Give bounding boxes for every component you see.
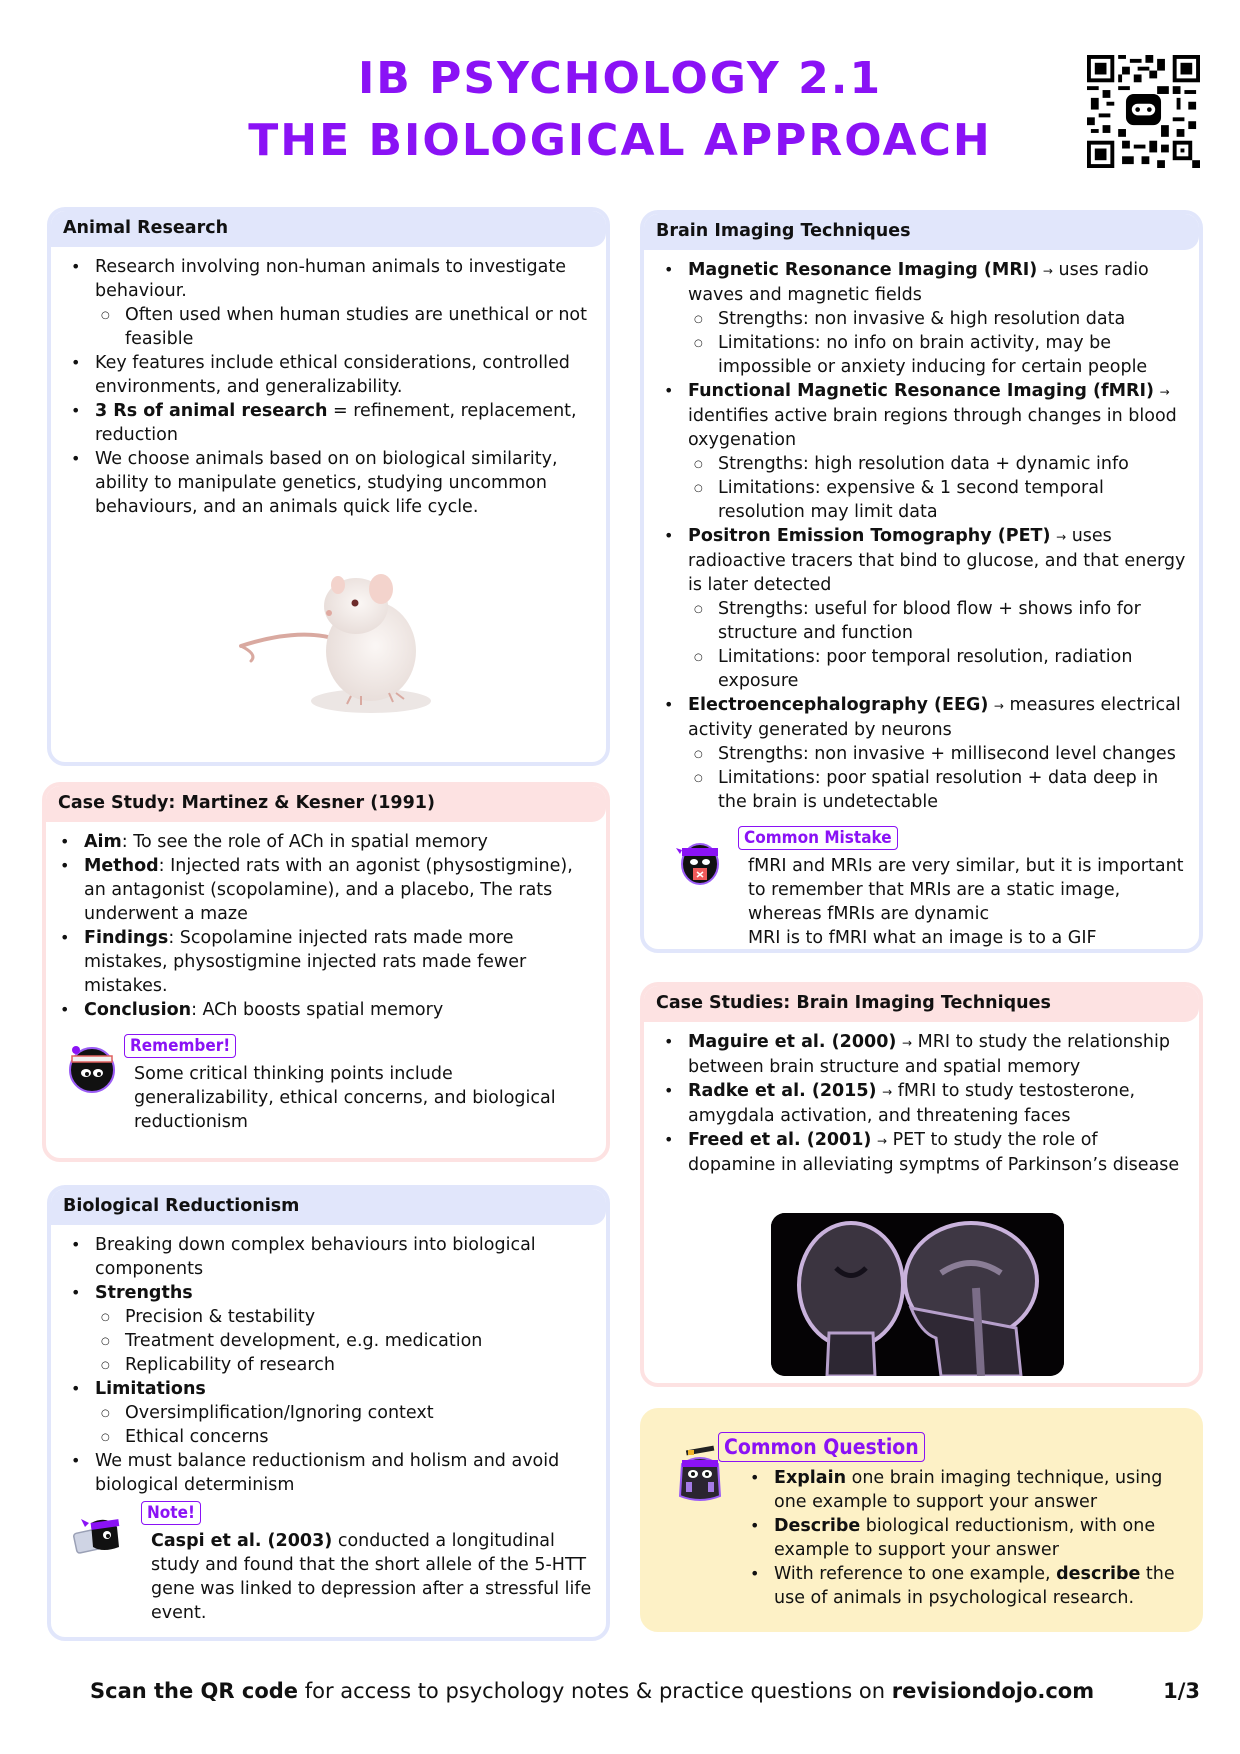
martinez-kesner-heading: Case Study: Martinez & Kesner (1991)	[46, 786, 606, 822]
remember-callout	[54, 1034, 594, 1134]
remember-text: Some critical thinking points include generalizability, ethical concerns, and biological reductionism	[134, 1064, 556, 1132]
list-item: • Freed et al. (2001) → PET to study the role of dopamine in alleviating symptms of Parkinson’s disease	[658, 1128, 1187, 1177]
list-item: ○ Precision & testability	[95, 1305, 594, 1329]
list-item: • Research involving non-human animals to investigate behaviour. ○ Often used when human studies are unethical or not feasible	[65, 255, 594, 351]
list-item: • Radke et al. (2015) → fMRI to study testosterone, amygdala activation, and threatening faces	[658, 1079, 1187, 1128]
brain-imaging-card	[640, 210, 1203, 953]
list-item: • Electroencephalography (EEG) → measures electrical activity generated by neurons ○ Strengths: non invasive + millisecond level changes ○ Limitations: poor spatial resolution + data deep in the brain is undetectable	[658, 693, 1187, 814]
footer-text: Scan the QR code for access to psychology notes & practice questions on revisiondojo.com	[90, 1679, 1095, 1703]
list-item: • Method: Injected rats with an agonist (physostigmine), an antagonist (scopolamine), and a placebo, The rats underwent a maze	[54, 854, 594, 926]
list-item: • Functional Magnetic Resonance Imaging (fMRI) → identifies active brain regions through changes in blood oxygenation ○ Strengths: high resolution data + dynamic info ○ Limitations: expensive & 1 second temporal resolution may limit data	[658, 379, 1187, 524]
remember-label: Remember!	[124, 1034, 236, 1058]
list-item: • We choose animals based on on biological similarity, ability to manipulate genetics, studying uncommon behaviours, and an animals quick life cycle.	[65, 447, 594, 519]
footer	[90, 1676, 1200, 1706]
mri-brain-scans-image	[771, 1213, 1064, 1376]
case-studies-heading: Case Studies: Brain Imaging Techniques	[644, 986, 1199, 1022]
common-question-callout	[644, 1432, 1199, 1610]
list-item: ○ Strengths: high resolution data + dynamic info	[688, 452, 1187, 476]
graduate-ninja-mascot-icon	[672, 1444, 728, 1504]
list-item: • Magnetic Resonance Imaging (MRI) → uses radio waves and magnetic fields ○ Strengths: non invasive & high resolution data ○ Limitations: no info on brain activity, may be impossible or anxiety inducing for certain people	[658, 258, 1187, 379]
list-item: • Findings: Scopolamine injected rats made more mistakes, physostigmine injected rats made fewer mistakes.	[54, 926, 594, 998]
biological-reductionism-card	[47, 1185, 610, 1641]
common-question-label: Common Question	[718, 1432, 925, 1462]
white-rat-image	[221, 551, 471, 721]
list-item: • We must balance reductionism and holism and avoid biological determinism	[65, 1449, 594, 1497]
ninja-mascot-icon	[64, 1040, 120, 1096]
list-item: • Breaking down complex behaviours into biological components	[65, 1233, 594, 1281]
list-item: • Maguire et al. (2000) → MRI to study the relationship between brain structure and spatial memory	[658, 1030, 1187, 1079]
case-studies-card	[640, 982, 1203, 1387]
brain-imaging-heading: Brain Imaging Techniques	[644, 214, 1199, 250]
biological-reductionism-heading: Biological Reductionism	[51, 1189, 606, 1225]
list-item: ○ Limitations: no info on brain activity, may be impossible or anxiety inducing for certain people	[688, 331, 1187, 379]
website-link[interactable]: revisiondojo.com	[891, 1679, 1095, 1703]
note-label: Note!	[141, 1501, 201, 1525]
list-item: • Explain one brain imaging technique, using one example to support your answer	[744, 1466, 1199, 1514]
list-item: • Aim: To see the role of ACh in spatial memory	[54, 830, 594, 854]
ninja-tablet-mascot-icon	[73, 1507, 129, 1563]
list-item: ○ Strengths: useful for blood flow + shows info for structure and function	[688, 597, 1187, 645]
page-number: 1/3	[1163, 1679, 1200, 1703]
martinez-kesner-card	[42, 782, 610, 1162]
list-item: ○ Strengths: non invasive & high resolution data	[688, 307, 1187, 331]
qr-code-icon[interactable]	[1087, 55, 1200, 168]
common-question-card	[640, 1408, 1203, 1632]
note-text: Caspi et al. (2003) conducted a longitudinal study and found that the short allele of the 5-HTT gene was linked to depression after a stressful life event.	[151, 1531, 592, 1623]
list-item: ○ Limitations: poor temporal resolution, radiation exposure	[688, 645, 1187, 693]
common-question-list	[744, 1466, 1199, 1610]
list-item: • 3 Rs of animal research = refinement, replacement, reduction	[65, 399, 594, 447]
common-mistake-callout	[658, 826, 1187, 950]
list-item: • Positron Emission Tomography (PET) → uses radioactive tracers that bind to glucose, and that energy is later detected ○ Strengths: useful for blood flow + shows info for structure and function ○ Limitations: poor temporal resolution, radiation exposure	[658, 524, 1187, 693]
list-item: ○ Strengths: non invasive + millisecond level changes	[688, 742, 1187, 766]
list-item: ○ Treatment development, e.g. medication	[95, 1329, 594, 1353]
title-line-2: THE BIOLOGICAL APPROACH	[248, 115, 992, 166]
list-item: ○ Limitations: poor spatial resolution + data deep in the brain is undetectable	[688, 766, 1187, 814]
list-item: ○ Replicability of research	[95, 1353, 594, 1377]
list-item: • Strengths ○ Precision & testability ○ Treatment development, e.g. medication ○ Replicability of research	[65, 1281, 594, 1377]
title-line-1: IB PSYCHOLOGY 2.1	[357, 53, 883, 104]
list-item: • With reference to one example, describe the use of animals in psychological research.	[744, 1562, 1199, 1610]
note-callout	[65, 1501, 594, 1625]
common-mistake-label: Common Mistake	[738, 826, 898, 850]
common-mistake-text: fMRI and MRIs are very similar, but it is important to remember that MRIs are a static image, whereas fMRIs are dynamic MRI is to fMRI what an image is to a GIF	[748, 856, 1184, 948]
list-item: • Conclusion: ACh boosts spatial memory	[54, 998, 594, 1022]
list-item: ○ Often used when human studies are unethical or not feasible	[95, 303, 594, 351]
page-title	[0, 48, 1240, 172]
ninja-mistake-mascot-icon	[672, 834, 728, 890]
list-item: ○ Oversimplification/Ignoring context	[95, 1401, 594, 1425]
list-item: • Limitations ○ Oversimplification/Ignoring context ○ Ethical concerns	[65, 1377, 594, 1449]
list-item: ○ Limitations: expensive & 1 second temporal resolution may limit data	[688, 476, 1187, 524]
animal-research-card	[47, 207, 610, 766]
animal-research-heading: Animal Research	[51, 211, 606, 247]
list-item: • Key features include ethical considerations, controlled environments, and generalizability.	[65, 351, 594, 399]
list-item: • Describe biological reductionism, with one example to support your answer	[744, 1514, 1199, 1562]
list-item: ○ Ethical concerns	[95, 1425, 594, 1449]
